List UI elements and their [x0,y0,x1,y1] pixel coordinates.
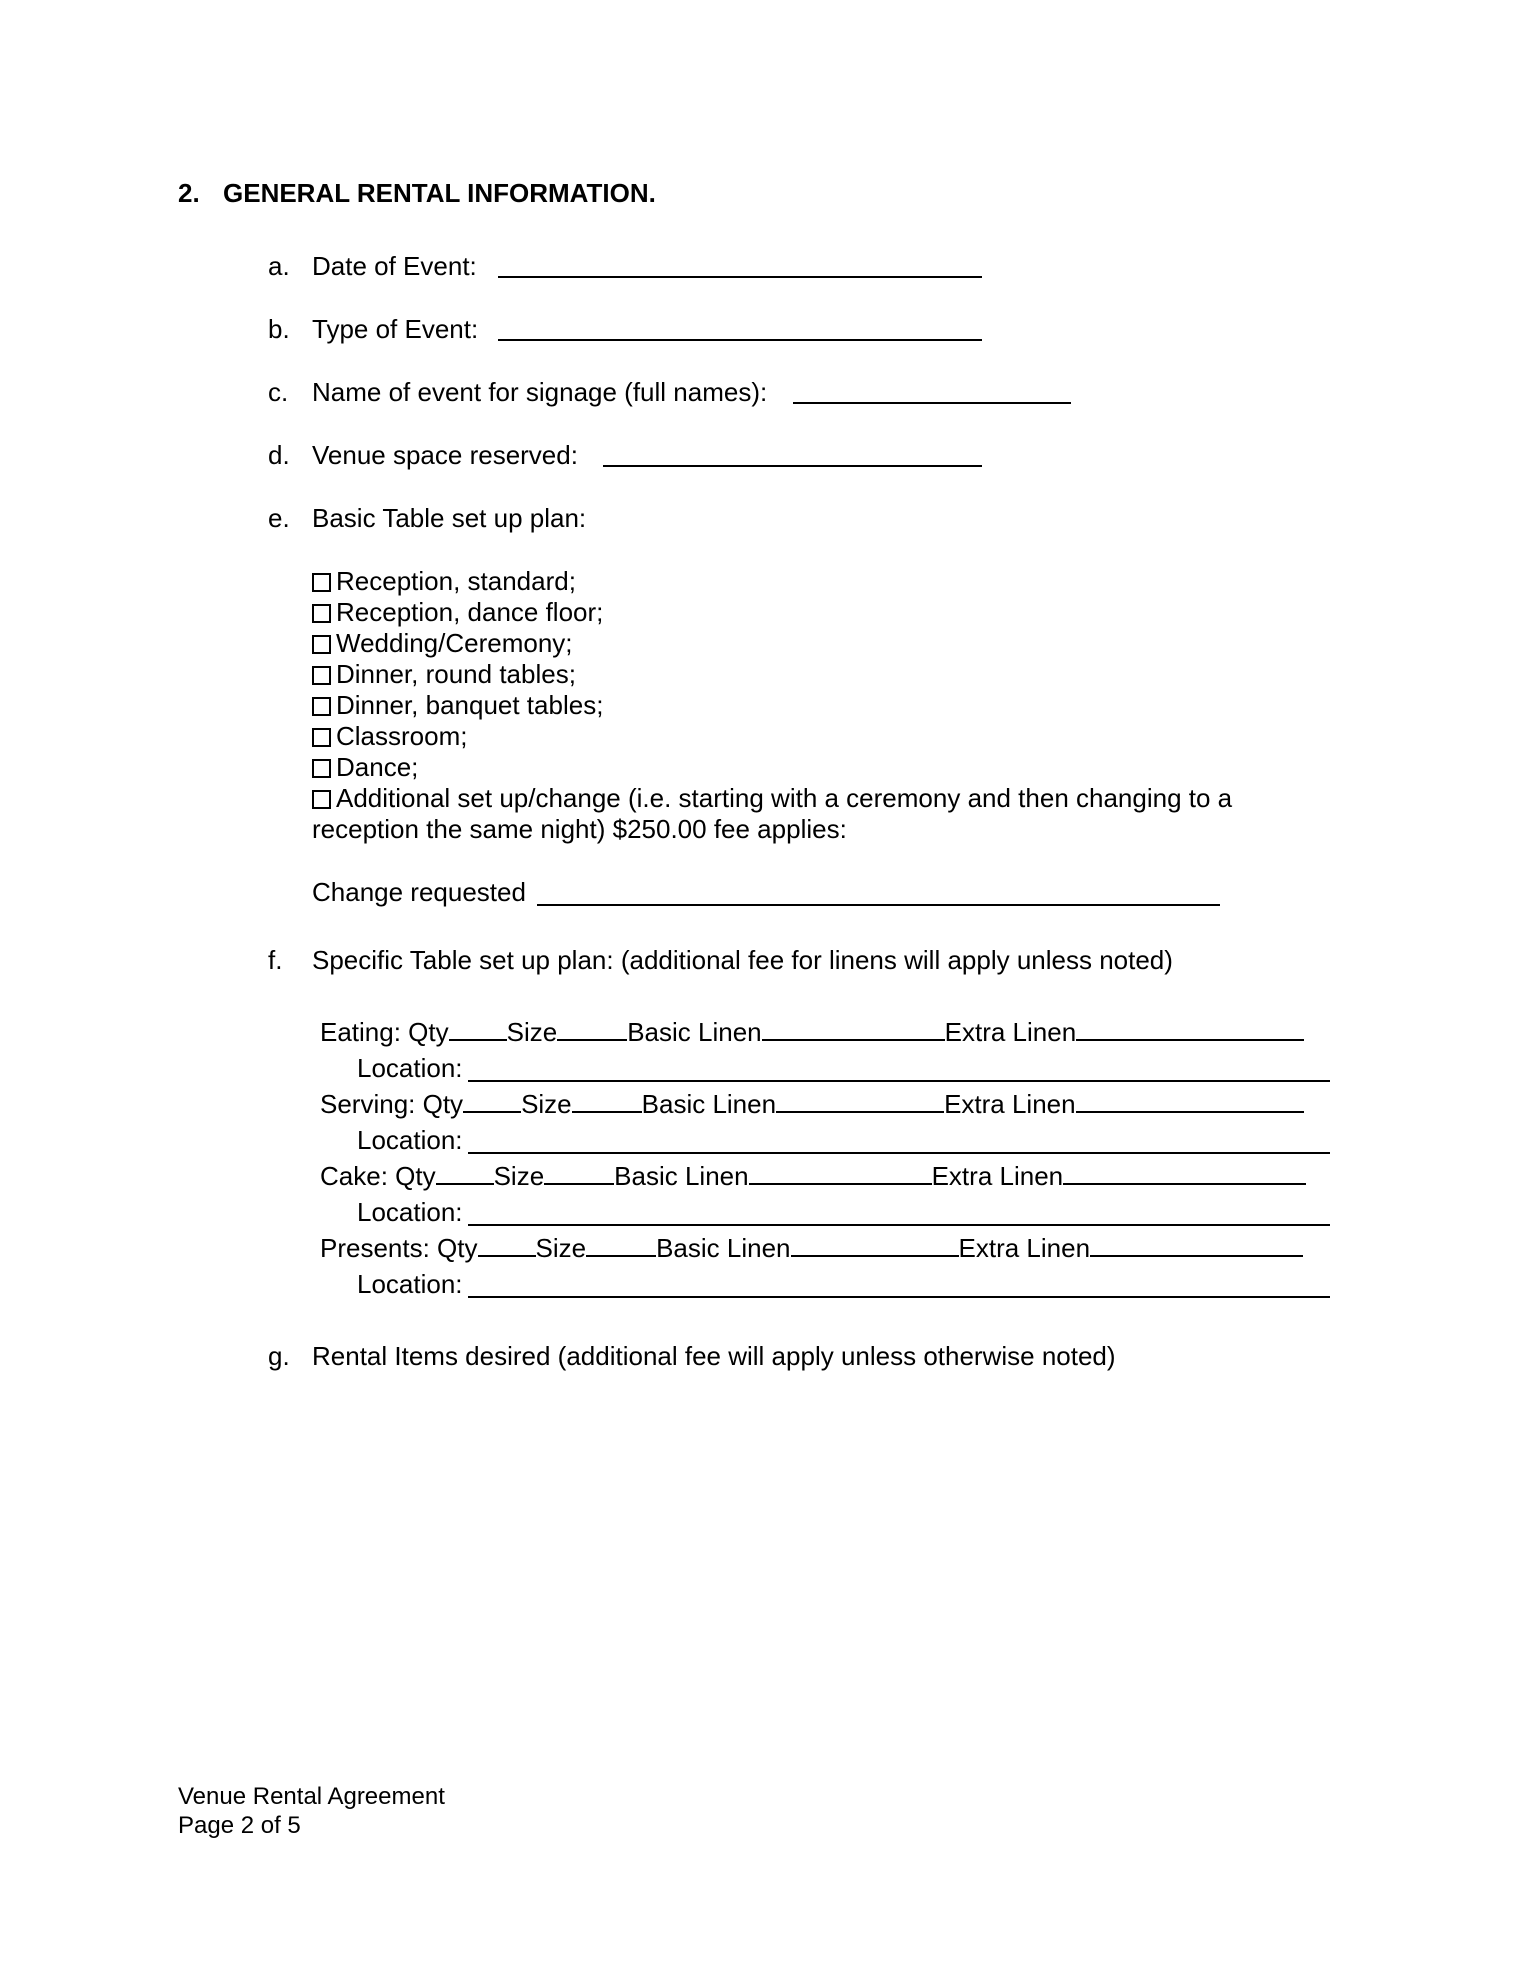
qty-field[interactable] [478,1233,536,1257]
date-of-event-field[interactable] [498,276,982,278]
setup-option-label: Reception, dance floor; [336,597,604,627]
checkbox-icon[interactable] [312,666,331,685]
venue-space-label: Venue space reserved: [312,440,578,470]
basic-setup-label: Basic Table set up plan: [312,503,587,533]
setup-option-additional-continuation: reception the same night) $250.00 fee applies: [312,814,847,844]
size-field[interactable] [544,1161,614,1185]
extra-linen-field[interactable] [1090,1233,1303,1257]
size-label: Size [493,1161,545,1191]
footer-page-number: Page 2 of 5 [178,1812,301,1839]
checkbox-icon[interactable] [312,635,331,654]
basic-linen-field[interactable] [776,1089,944,1113]
basic-linen-label: Basic Linen [641,1089,777,1119]
footer-title: Venue Rental Agreement [178,1783,445,1810]
setup-option-classroom[interactable] [312,721,467,751]
setup-option-label: Wedding/Ceremony; [336,628,573,658]
change-requested-label: Change requested [312,877,526,907]
table-row-presents [320,1233,1303,1263]
location-field[interactable] [468,1080,1330,1082]
setup-option-label: Classroom; [336,721,468,751]
setup-option-reception-standard[interactable] [312,566,576,596]
basic-linen-label: Basic Linen [656,1233,791,1263]
item-marker-f: f. [268,945,283,975]
extra-linen-label: Extra Linen [931,1161,1064,1191]
item-marker-d: d. [268,440,290,470]
size-label: Size [506,1017,558,1047]
setup-option-label: Dinner, banquet tables; [336,690,604,720]
specific-setup-label: Specific Table set up plan: (additional fee for linens will apply unless noted) [312,945,1173,975]
extra-linen-field[interactable] [1076,1017,1304,1041]
change-requested-field[interactable] [537,904,1220,906]
basic-linen-label: Basic Linen [614,1161,749,1191]
item-marker-b: b. [268,314,290,344]
setup-option-wedding-ceremony[interactable] [312,628,573,658]
setup-option-reception-dance-floor[interactable] [312,597,603,627]
date-of-event-label: Date of Event: [312,251,477,281]
setup-option-label: Dance; [336,752,419,782]
setup-option-label: Dinner, round tables; [336,659,576,689]
table-row-cake [320,1161,1306,1191]
row-name: Presents: Qty [320,1233,478,1263]
table-row-serving [320,1089,1304,1119]
size-field[interactable] [586,1233,656,1257]
item-marker-g: g. [268,1341,290,1371]
qty-field[interactable] [436,1161,494,1185]
location-label: Location: [357,1125,463,1155]
extra-linen-label: Extra Linen [944,1017,1077,1047]
checkbox-icon[interactable] [312,759,331,778]
signage-name-field[interactable] [793,402,1071,404]
section-number: 2. [178,178,200,208]
qty-field[interactable] [449,1017,507,1041]
setup-option-dinner-banquet[interactable] [312,690,603,720]
checkbox-icon[interactable] [312,790,331,809]
basic-linen-label: Basic Linen [627,1017,762,1047]
section-title: GENERAL RENTAL INFORMATION. [223,178,656,208]
row-name: Serving: Qty [320,1089,464,1119]
venue-space-field[interactable] [603,465,982,467]
basic-linen-field[interactable] [791,1233,959,1257]
location-label: Location: [357,1053,463,1083]
table-row-eating [320,1017,1304,1047]
extra-linen-field[interactable] [1076,1089,1304,1113]
location-label: Location: [357,1269,463,1299]
basic-linen-field[interactable] [749,1161,932,1185]
row-name: Cake: Qty [320,1161,436,1191]
size-label: Size [535,1233,587,1263]
setup-option-additional[interactable] [312,783,1232,813]
signage-name-label: Name of event for signage (full names): [312,377,768,407]
size-field[interactable] [572,1089,642,1113]
extra-linen-label: Extra Linen [944,1089,1076,1119]
setup-option-dance[interactable] [312,752,418,782]
setup-option-label: Reception, standard; [336,566,576,596]
size-field[interactable] [557,1017,627,1041]
checkbox-icon[interactable] [312,728,331,747]
setup-option-label: Additional set up/change (i.e. starting with a ceremony and then changing to a [336,783,1233,813]
row-name: Eating: Qty [320,1017,449,1047]
size-label: Size [521,1089,572,1119]
rental-items-label: Rental Items desired (additional fee will apply unless otherwise noted) [312,1341,1116,1371]
qty-field[interactable] [463,1089,521,1113]
location-field[interactable] [468,1152,1330,1154]
item-marker-c: c. [268,377,289,407]
type-of-event-field[interactable] [498,339,982,341]
checkbox-icon[interactable] [312,604,331,623]
extra-linen-field[interactable] [1063,1161,1306,1185]
checkbox-icon[interactable] [312,697,331,716]
checkbox-icon[interactable] [312,573,331,592]
location-field[interactable] [468,1296,1330,1298]
location-label: Location: [357,1197,463,1227]
location-field[interactable] [468,1224,1330,1226]
basic-linen-field[interactable] [762,1017,945,1041]
item-marker-e: e. [268,503,290,533]
extra-linen-label: Extra Linen [958,1233,1091,1263]
setup-option-dinner-round[interactable] [312,659,576,689]
type-of-event-label: Type of Event: [312,314,479,344]
item-marker-a: a. [268,251,290,281]
